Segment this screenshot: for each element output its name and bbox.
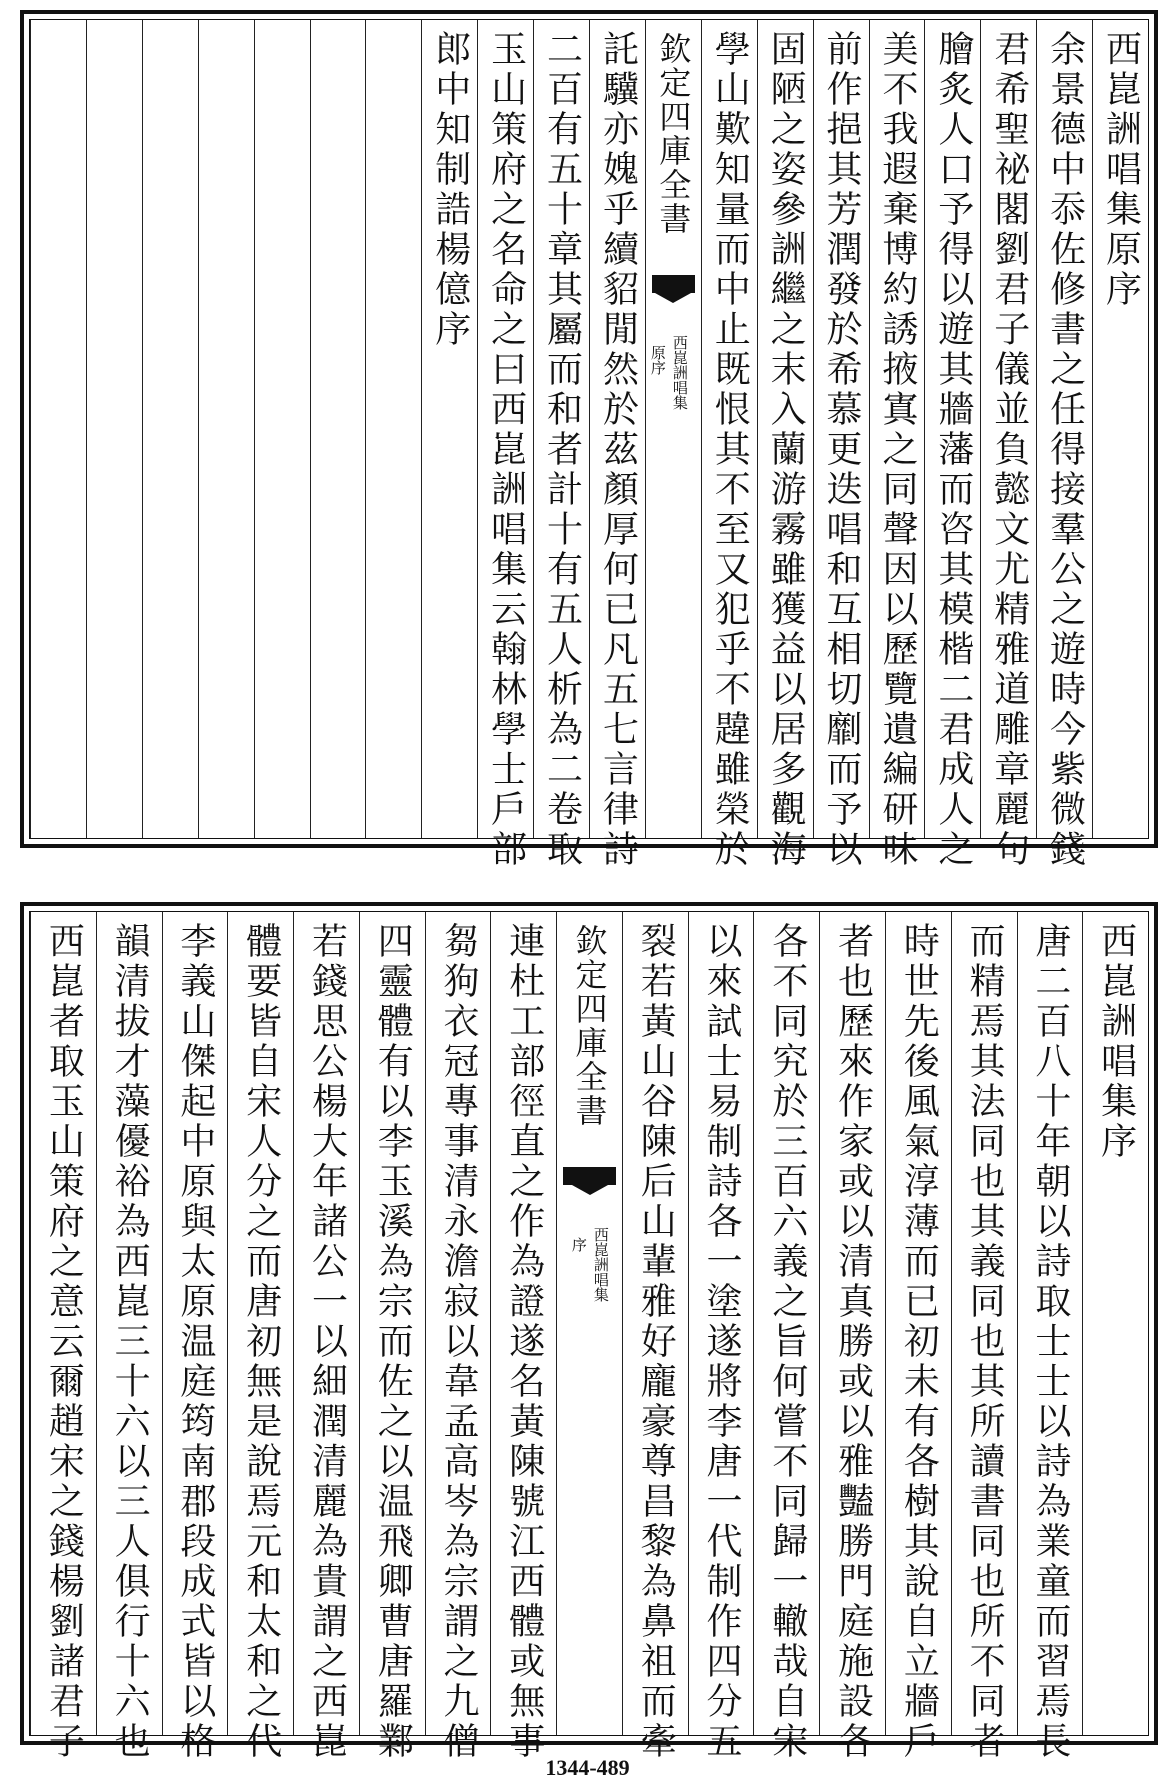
center-gutter <box>645 20 701 838</box>
bottom-page-panel <box>20 902 1158 1762</box>
column-text: 連杜工部徑直之作為證遂名黃陳號江西體或無事 <box>503 922 545 1762</box>
gutter-section-label: 原序 <box>648 345 667 375</box>
column-text: 芻狗衣冠專事清永澹寂以韋孟高岑為宗謂之九僧 <box>437 922 479 1762</box>
column-text: 二百有五十章其屬而和者計十有五人析為二卷取 <box>541 30 583 870</box>
column-text: 託驥亦媿乎續貂閒然於茲顏厚何已凡五七言律詩 <box>597 30 639 870</box>
title-text: 西崑詶唱集序 <box>1095 922 1137 1162</box>
column-text: 君希聖祕閣劉君子儀並負懿文尤精雅道雕章麗句 <box>988 30 1030 870</box>
text-column <box>980 20 1036 870</box>
text-column <box>533 20 589 870</box>
column-text: 體要皆自宋人分之而唐初無是說焉元和太和之代 <box>240 922 282 1762</box>
column-text: 玉山策府之名命之曰西崑詶唱集云翰林學士戶部 <box>485 30 527 870</box>
text-column <box>622 912 688 1762</box>
title-text: 西崑詶唱集原序 <box>1100 30 1142 310</box>
text-column <box>589 20 645 870</box>
book-title: 欽定四庫全書 <box>570 924 609 1128</box>
text-column <box>701 20 757 870</box>
fish-tail-mark <box>563 1167 616 1185</box>
text-column <box>477 20 533 870</box>
column-text: 時世先後風氣淳薄而已初未有各樹其說自立牆戶 <box>898 922 940 1762</box>
text-column <box>96 912 162 1762</box>
empty-column <box>254 20 310 838</box>
center-gutter <box>556 912 622 1735</box>
text-column <box>162 912 228 1762</box>
text-column <box>688 912 754 1762</box>
fish-tail-mark <box>652 275 695 293</box>
empty-column <box>86 20 142 838</box>
text-column <box>425 912 491 1762</box>
column-text: 若錢思公楊大年諸公一以細潤清麗為貴謂之西崑 <box>306 922 348 1762</box>
gutter-collection-title: 西崑詶唱集 <box>670 335 689 410</box>
text-column <box>421 20 477 838</box>
text-column <box>819 912 885 1762</box>
text-column <box>227 912 293 1762</box>
page-title <box>1082 912 1148 1735</box>
empty-column <box>365 20 421 838</box>
column-text: 各不同究於三百六義之旨何嘗不同歸一轍哉自宋 <box>766 922 808 1762</box>
empty-column <box>198 20 254 838</box>
column-text: 裂若黃山谷陳后山輩雅好龐豪尊昌黎為鼻祖而牽 <box>635 922 677 1762</box>
text-column <box>359 912 425 1762</box>
text-column <box>490 912 556 1762</box>
empty-column <box>30 20 86 838</box>
column-text: 美不我遐棄博約誘掖寘之同聲因以歷覽遺編研味 <box>876 30 918 870</box>
gutter-section-label: 序 <box>569 1237 588 1252</box>
text-column <box>757 20 813 870</box>
top-page-panel <box>20 10 1158 870</box>
column-text: 李義山傑起中原與太原温庭筠南郡段成式皆以格 <box>174 922 216 1762</box>
empty-column <box>142 20 198 838</box>
book-title: 欽定四庫全書 <box>654 32 693 236</box>
column-text: 以來試士易制詩各一塗遂將李唐一代制作四分五 <box>701 922 743 1762</box>
column-text: 唐二百八十年朝以詩取士士以詩為業童而習焉長 <box>1029 922 1071 1762</box>
bottom-page-frame <box>29 911 1149 1762</box>
column-text: 學山歎知量而中止既恨其不至又犯乎不韙雖榮於 <box>709 30 751 870</box>
column-text: 西崑者取玉山策府之意云爾趙宋之錢楊劉諸君子 <box>43 922 85 1762</box>
column-text: 郎中知制誥楊億序 <box>429 30 471 350</box>
gutter-collection-title: 西崑詶唱集 <box>591 1227 610 1302</box>
text-column <box>1017 912 1083 1762</box>
text-column <box>30 912 96 1762</box>
column-text: 余景德中忝佐修書之任得接羣公之遊時今紫微錢 <box>1044 30 1086 870</box>
column-text: 固陋之姿參詶繼之末入蘭游霧雖獲益以居多觀海 <box>765 30 807 870</box>
text-column <box>951 912 1017 1762</box>
text-column <box>869 20 925 870</box>
column-text: 前作挹其芳潤發於希慕更迭唱和互相切劘而予以 <box>821 30 863 870</box>
top-page-frame <box>29 19 1149 870</box>
text-column <box>753 912 819 1762</box>
empty-column <box>310 20 366 838</box>
text-column <box>885 912 951 1762</box>
page-title <box>1092 20 1148 838</box>
column-text: 膾炙人口予得以遊其牆藩而咨其模楷二君成人之 <box>932 30 974 870</box>
text-column <box>813 20 869 870</box>
column-text: 韻清拔才藻優裕為西崑三十六以三人俱行十六也 <box>109 922 151 1762</box>
column-text: 四靈體有以李玉溪為宗而佐之以温飛卿曹唐羅鄴 <box>372 922 414 1762</box>
text-column <box>1036 20 1092 870</box>
text-column <box>924 20 980 870</box>
page-number: 1344-489 <box>545 1755 630 1780</box>
column-text: 者也歷來作家或以清真勝或以雅豔勝門庭施設各 <box>832 922 874 1762</box>
text-column <box>293 912 359 1762</box>
column-text: 而精焉其法同也其義同也其所讀書同也所不同者 <box>964 922 1006 1762</box>
